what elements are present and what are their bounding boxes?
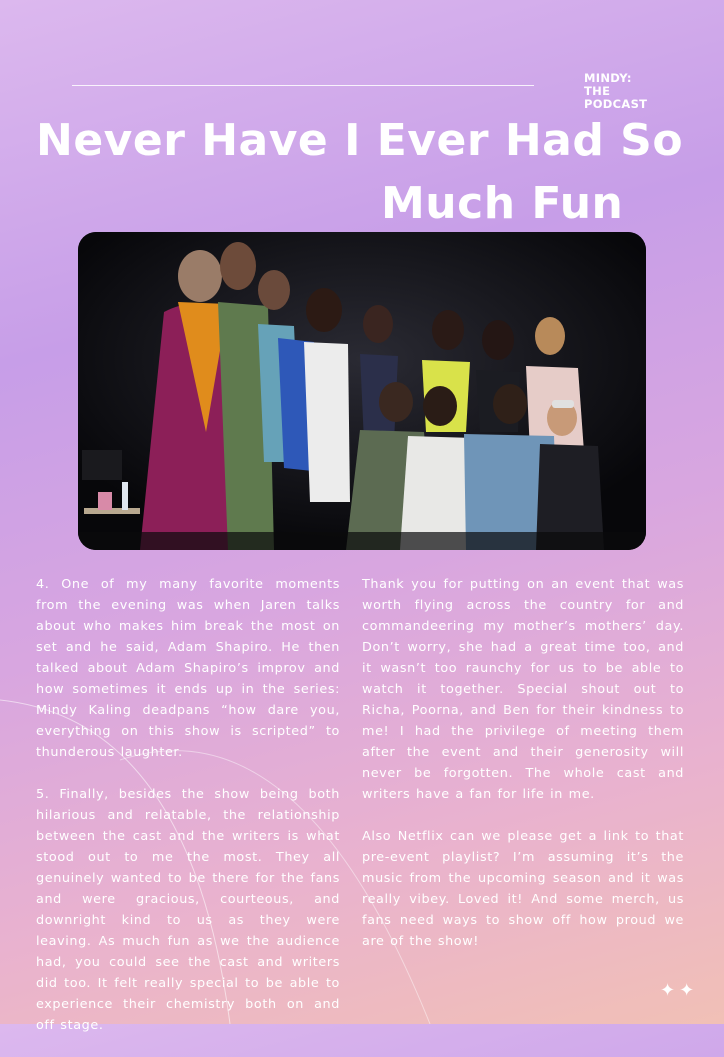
paragraph-favorite-moment: 4. One of my many favorite moments from the evening was when Jaren talks about who makes him break the most on set and he said, Adam Shapiro. He then talked about Adam Shapiro’s improv and how sometimes it ends up in the series: Mindy Kaling deadpans “how dare you, everything on this show is scripted” to thunderous laughter. [36,577,340,760]
top-divider-line [72,85,534,86]
paragraph-cast-writers: 5. Finally, besides the show being both hilarious and relatable, the relationship between the cast and the writers is what stood out to me the most. They all genuinely wanted to be there for the fans and were gracious, courteous, and downright kind to us as they were leaving. As much fun as we the audience had, you could see the cast and writers did too. It felt really special to be able to experience their chemistry both on and off stage. [36,787,340,1033]
right-text-column [362,574,684,973]
paragraph-thank-you: Thank you for putting on an event that was worth flying across the country for and commandeering my mother’s mothers’ day. Don’t worry, she had a great time too, and it wasn’t too raunchy for us to be able to watch it together. Special shout out to Richa, Poorna, and Ben for their kindness to me! I had the privilege of meeting them after the event and their generosity will never be forgotten. The whole cast and writers have a fan for life in me. [362,577,684,802]
page-title-line-1: Never Have I Ever Had So [36,115,684,166]
page-title-line-2: Much Fun [381,178,624,229]
cast-photo-illustration [78,232,646,550]
sparkles-icon: ✦✦ [660,980,699,1001]
paragraph-netflix-request: Also Netflix can we please get a link to that pre-event playlist? I’m assuming it’s the music from the upcoming season and it was really vibey. Loved it! And some merch, us fans need ways to show off how proud we are of the show! [362,829,684,949]
brand-line-3: PODCAST [584,97,648,111]
left-text-column [36,574,340,1057]
cast-photo [78,232,646,550]
podcast-brand [584,72,674,111]
brand-line-1: MINDY: [584,71,632,85]
brand-line-2: THE [584,84,611,98]
